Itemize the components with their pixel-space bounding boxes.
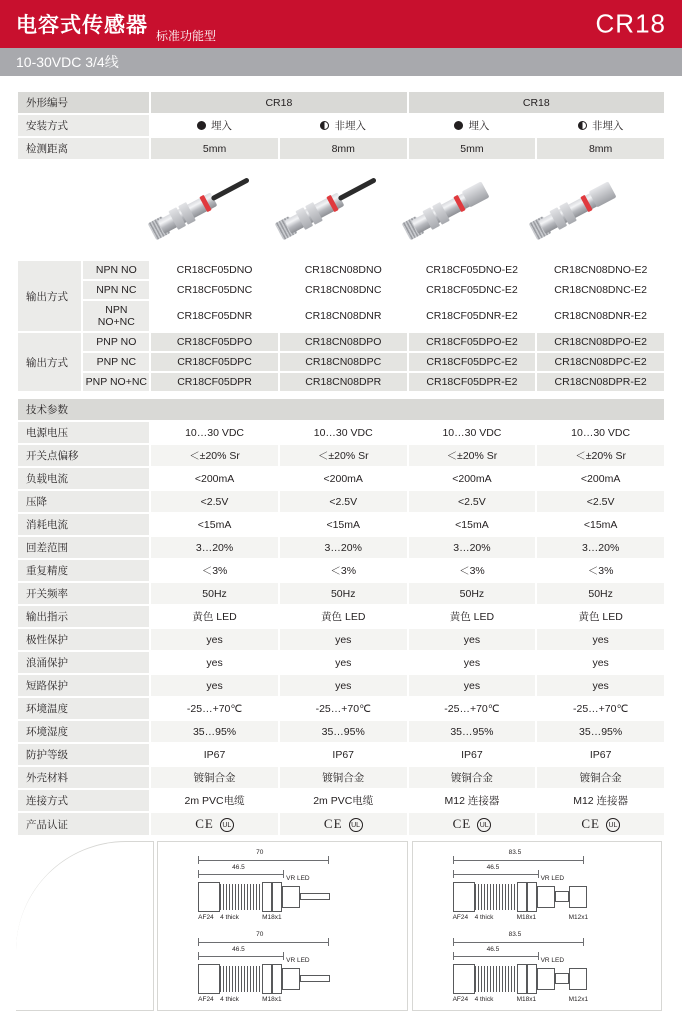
dim-tick	[328, 856, 329, 864]
dim-tick	[453, 870, 454, 878]
dimension-drawings	[16, 841, 666, 1011]
dim-total-length: 83.5	[508, 931, 522, 939]
spec-val-8-3: 黄色 LED	[536, 605, 665, 628]
cable-rect	[300, 893, 330, 900]
spec-val-12-3: -25…+70℃	[536, 697, 665, 720]
table-row	[17, 766, 665, 789]
cable-part	[337, 177, 376, 201]
ul-mark-icon: UL	[349, 818, 363, 832]
spec-val-8-0: 黄色 LED	[150, 605, 279, 628]
page-body	[0, 76, 682, 1011]
npn-nonc-3: CR18CF05DNR-E2	[408, 300, 537, 332]
spec-val-6-0: ＜3%	[150, 559, 279, 582]
curve-shape	[16, 841, 154, 1011]
spec-name-9: 极性保护	[17, 628, 150, 651]
npn-no-3: CR18CF05DNO-E2	[408, 260, 537, 280]
spec-val-10-3: yes	[536, 651, 665, 674]
spec-name-8: 输出指示	[17, 605, 150, 628]
spec-name-12: 环境温度	[17, 697, 150, 720]
spec-name-5: 回差范围	[17, 536, 150, 559]
table-row-mounting	[17, 114, 665, 137]
table-row-spec-header	[17, 398, 665, 421]
wrench-label: AF24	[198, 914, 214, 922]
dim-line-total	[453, 942, 583, 943]
sensor-face-rect	[198, 882, 220, 912]
product-photo-4	[515, 163, 640, 255]
spec-val-0-2: 10…30 VDC	[408, 421, 537, 444]
spec-val-8-1: 黄色 LED	[279, 605, 408, 628]
distance-value-2: 8mm	[279, 137, 408, 160]
spec-val-16-0: 2m PVC电缆	[150, 789, 279, 812]
table-row	[17, 280, 665, 300]
thread-hatch	[475, 966, 517, 992]
nut-rect-1	[517, 964, 527, 994]
table-row	[17, 743, 665, 766]
table-row	[17, 720, 665, 743]
spec-table	[16, 397, 666, 837]
dim-tick	[453, 856, 454, 864]
dim-line-body	[453, 874, 538, 875]
npn-nonc-2: CR18CN08DNR	[279, 300, 408, 332]
dim-tick	[328, 938, 329, 946]
table-row	[17, 789, 665, 812]
table-row-cert	[17, 812, 665, 836]
spec-val-16-1: 2m PVC电缆	[279, 789, 408, 812]
voltage-text: 10-30VDC 3/4线	[16, 54, 119, 70]
spec-val-14-2: IP67	[408, 743, 537, 766]
mounting-label: 安装方式	[17, 114, 150, 137]
ce-mark-icon: CE	[195, 816, 214, 831]
spec-section-label: 技术参数	[17, 398, 665, 421]
thread-label: M18x1	[516, 996, 537, 1004]
spec-val-5-3: 3…20%	[536, 536, 665, 559]
spec-val-4-2: <15mA	[408, 513, 537, 536]
thread-hatch	[220, 966, 262, 992]
drawing-connector-version	[412, 841, 662, 1011]
spec-val-15-3: 镀铜合金	[536, 766, 665, 789]
pnp-output-label: 输出方式	[17, 332, 82, 392]
pnp-nonc-2: CR18CN08DPR	[279, 372, 408, 392]
cert-cell-1	[150, 812, 279, 836]
thread-label: M18x1	[516, 914, 537, 922]
spec-val-6-1: ＜3%	[279, 559, 408, 582]
dim-body-length: 46.5	[232, 946, 245, 954]
shape-table	[16, 90, 666, 161]
decorative-curve-panel	[16, 841, 153, 1011]
pnp-type-1: PNP NO	[82, 332, 150, 352]
cert-cell-2	[279, 812, 408, 836]
pnp-nonc-3: CR18CF05DPR-E2	[408, 372, 537, 392]
spec-val-0-0: 10…30 VDC	[150, 421, 279, 444]
led-label: VR LED	[540, 957, 565, 965]
spec-val-1-2: ＜±20% Sr	[408, 444, 537, 467]
spec-val-15-1: 镀铜合金	[279, 766, 408, 789]
spec-name-14: 防护等级	[17, 743, 150, 766]
table-row	[17, 490, 665, 513]
table-row	[17, 605, 665, 628]
spec-val-11-3: yes	[536, 674, 665, 697]
spec-val-9-3: yes	[536, 628, 665, 651]
pnp-no-4: CR18CN08DPO-E2	[536, 332, 665, 352]
spec-val-1-3: ＜±20% Sr	[536, 444, 665, 467]
spec-val-9-0: yes	[150, 628, 279, 651]
spec-val-3-3: <2.5V	[536, 490, 665, 513]
voltage-subheader	[0, 48, 682, 76]
connector-label: M12x1	[568, 914, 589, 922]
wrench-label: AF24	[452, 996, 469, 1004]
cert-cell-4	[536, 812, 665, 836]
table-row	[17, 421, 665, 444]
product-photo-3	[388, 163, 513, 255]
npn-nonc-4: CR18CN08DNR-E2	[536, 300, 665, 332]
spec-val-9-2: yes	[408, 628, 537, 651]
spec-val-16-2: M12 连接器	[408, 789, 537, 812]
thread-hatch	[220, 884, 262, 910]
sensor-face-rect	[453, 882, 475, 912]
cert-cell-3	[408, 812, 537, 836]
spec-name-2: 负载电流	[17, 467, 150, 490]
npn-nc-3: CR18CF05DNC-E2	[408, 280, 537, 300]
spec-val-3-1: <2.5V	[279, 490, 408, 513]
spec-val-14-3: IP67	[536, 743, 665, 766]
spec-val-5-2: 3…20%	[408, 536, 537, 559]
sensor-image-cable	[270, 168, 376, 248]
spec-name-7: 开关频率	[17, 582, 150, 605]
half-circle-icon	[578, 121, 587, 130]
nut-rect-2	[527, 964, 537, 994]
thickness-label: 4 thick	[220, 996, 239, 1004]
distance-value-3: 5mm	[408, 137, 537, 160]
table-row	[17, 300, 665, 332]
ce-mark-icon: CE	[452, 816, 472, 831]
spec-name-0: 电源电压	[17, 421, 150, 444]
npn-type-2: NPN NC	[82, 280, 150, 300]
sensor-face-rect	[453, 964, 475, 994]
pnp-nc-3: CR18CF05DPC-E2	[408, 352, 537, 372]
nut-rect-2	[272, 964, 282, 994]
spec-val-10-1: yes	[279, 651, 408, 674]
led-label: VR LED	[540, 875, 565, 883]
spec-val-2-2: <200mA	[408, 467, 537, 490]
filled-circle-icon	[454, 121, 463, 130]
spec-name-1: 开关点偏移	[17, 444, 150, 467]
half-circle-icon	[320, 121, 329, 130]
pnp-no-1: CR18CF05DPO	[150, 332, 279, 352]
dim-tick	[198, 952, 199, 960]
dim-tick	[583, 938, 584, 946]
table-row	[17, 352, 665, 372]
pnp-no-2: CR18CN08DPO	[279, 332, 408, 352]
distance-label: 检测距离	[17, 137, 150, 160]
spec-val-2-3: <200mA	[536, 467, 665, 490]
dim-line-body	[198, 956, 283, 957]
pnp-nonc-1: CR18CF05DPR	[150, 372, 279, 392]
pnp-nc-4: CR18CN08DPC-E2	[536, 352, 665, 372]
spec-name-15: 外壳材料	[17, 766, 150, 789]
table-row	[17, 582, 665, 605]
page-header	[0, 0, 682, 48]
spec-val-12-1: -25…+70℃	[279, 697, 408, 720]
npn-output-label: 输出方式	[17, 260, 82, 332]
spec-val-4-3: <15mA	[536, 513, 665, 536]
spec-val-8-2: 黄色 LED	[408, 605, 537, 628]
table-row	[17, 628, 665, 651]
spec-val-11-0: yes	[150, 674, 279, 697]
page-subtitle: 标准功能型	[156, 29, 217, 43]
spec-val-6-2: ＜3%	[408, 559, 537, 582]
dim-line-body	[198, 874, 283, 875]
spec-val-11-1: yes	[279, 674, 408, 697]
spec-val-10-2: yes	[408, 651, 537, 674]
spec-name-17: 产品认证	[17, 812, 150, 836]
table-row-shape-header	[17, 91, 665, 114]
thickness-label: 4 thick	[220, 914, 239, 922]
npn-nc-2: CR18CN08DNC	[279, 280, 408, 300]
mounting-value-1: 埋入	[150, 114, 279, 137]
group-header-2: CR18	[408, 91, 665, 114]
spec-val-5-1: 3…20%	[279, 536, 408, 559]
mounting-value-2: 非埋入	[279, 114, 408, 137]
thread-hatch	[475, 884, 517, 910]
dim-total-length: 70	[256, 931, 264, 939]
cable-part	[210, 177, 249, 201]
sensor-image-connector	[397, 168, 503, 248]
table-row	[17, 467, 665, 490]
spec-name-10: 浪涌保护	[17, 651, 150, 674]
led-housing-rect	[537, 886, 555, 908]
wrench-label: AF24	[198, 996, 214, 1004]
spec-val-13-2: 35…95%	[408, 720, 537, 743]
cable-rect	[300, 975, 330, 982]
spec-val-2-0: <200mA	[150, 467, 279, 490]
nut-rect-1	[517, 882, 527, 912]
table-row	[17, 651, 665, 674]
spec-val-1-0: ＜±20% Sr	[150, 444, 279, 467]
table-row	[17, 559, 665, 582]
npn-type-1: NPN NO	[82, 260, 150, 280]
model-name: CR18	[595, 8, 666, 39]
sensor-face-rect	[198, 964, 220, 994]
nut-rect-2	[272, 882, 282, 912]
ul-mark-icon: UL	[477, 818, 491, 832]
npn-nc-4: CR18CN08DNC-E2	[536, 280, 665, 300]
spec-val-4-0: <15mA	[150, 513, 279, 536]
spec-val-12-2: -25…+70℃	[408, 697, 537, 720]
connector-label: M12x1	[568, 996, 589, 1004]
dim-tick	[198, 870, 199, 878]
table-row	[17, 332, 665, 352]
nut-rect-2	[527, 882, 537, 912]
spec-val-0-1: 10…30 VDC	[279, 421, 408, 444]
distance-value-4: 8mm	[536, 137, 665, 160]
spec-val-5-0: 3…20%	[150, 536, 279, 559]
dim-tick	[453, 938, 454, 946]
dim-line-total	[198, 942, 328, 943]
table-row	[17, 513, 665, 536]
dim-tick	[453, 952, 454, 960]
dim-line-total	[453, 860, 583, 861]
npn-no-2: CR18CN08DNO	[279, 260, 408, 280]
pnp-nonc-4: CR18CN08DPR-E2	[536, 372, 665, 392]
spec-name-16: 连接方式	[17, 789, 150, 812]
spec-val-2-1: <200mA	[279, 467, 408, 490]
dim-body-length: 46.5	[486, 864, 500, 872]
spec-val-14-1: IP67	[279, 743, 408, 766]
spec-val-9-1: yes	[279, 628, 408, 651]
dim-tick	[198, 938, 199, 946]
dim-total-length: 70	[256, 849, 264, 857]
shape-label: 外形编号	[17, 91, 150, 114]
table-row	[17, 372, 665, 392]
page-title: 电容式传感器	[16, 14, 148, 37]
dim-tick	[538, 870, 539, 878]
dim-line-total	[198, 860, 328, 861]
ce-mark-icon: CE	[581, 816, 600, 831]
m12-connector-rect	[569, 968, 587, 990]
pnp-type-3: PNP NO+NC	[82, 372, 150, 392]
nut-rect-1	[262, 964, 272, 994]
thickness-label: 4 thick	[474, 914, 494, 922]
spec-name-11: 短路保护	[17, 674, 150, 697]
led-housing-rect	[537, 968, 555, 990]
pnp-type-2: PNP NC	[82, 352, 150, 372]
dim-line-body	[453, 956, 538, 957]
spec-val-3-2: <2.5V	[408, 490, 537, 513]
spec-name-4: 消耗电流	[17, 513, 150, 536]
nut-rect-1	[262, 882, 272, 912]
led-label: VR LED	[286, 875, 310, 883]
dim-tick	[538, 952, 539, 960]
thread-label: M18x1	[262, 996, 282, 1004]
filled-circle-icon	[197, 121, 206, 130]
dim-tick	[283, 870, 284, 878]
product-photo-row	[134, 163, 666, 255]
npn-type-3: NPN NO+NC	[82, 300, 150, 332]
dim-body-length: 46.5	[232, 864, 245, 872]
spec-val-10-0: yes	[150, 651, 279, 674]
spec-val-13-3: 35…95%	[536, 720, 665, 743]
led-housing-rect	[282, 886, 300, 908]
npn-no-1: CR18CF05DNO	[150, 260, 279, 280]
npn-no-4: CR18CN08DNO-E2	[536, 260, 665, 280]
spec-val-11-2: yes	[408, 674, 537, 697]
table-row	[17, 674, 665, 697]
spec-val-7-2: 50Hz	[408, 582, 537, 605]
npn-nonc-1: CR18CF05DNR	[150, 300, 279, 332]
spec-val-6-3: ＜3%	[536, 559, 665, 582]
table-row	[17, 260, 665, 280]
spec-val-13-1: 35…95%	[279, 720, 408, 743]
pnp-nc-2: CR18CN08DPC	[279, 352, 408, 372]
dim-tick	[283, 952, 284, 960]
spec-val-15-2: 镀铜合金	[408, 766, 537, 789]
spec-name-6: 重复精度	[17, 559, 150, 582]
spec-val-3-0: <2.5V	[150, 490, 279, 513]
thread-label: M18x1	[262, 914, 282, 922]
output-table	[16, 259, 666, 393]
table-row-distance	[17, 137, 665, 160]
dim-total-length: 83.5	[508, 849, 522, 857]
spec-val-7-3: 50Hz	[536, 582, 665, 605]
table-row	[17, 697, 665, 720]
spec-val-4-1: <15mA	[279, 513, 408, 536]
table-row	[17, 444, 665, 467]
thickness-label: 4 thick	[474, 996, 494, 1004]
neck-rect	[555, 973, 569, 984]
sensor-image-cable	[143, 168, 249, 248]
dim-body-length: 46.5	[486, 946, 500, 954]
spec-val-7-1: 50Hz	[279, 582, 408, 605]
table-row	[17, 536, 665, 559]
ce-mark-icon: CE	[323, 816, 343, 831]
mounting-value-3: 埋入	[408, 114, 537, 137]
dim-tick	[198, 856, 199, 864]
spec-val-16-3: M12 连接器	[536, 789, 665, 812]
npn-nc-1: CR18CF05DNC	[150, 280, 279, 300]
pnp-nc-1: CR18CF05DPC	[150, 352, 279, 372]
spec-val-12-0: -25…+70℃	[150, 697, 279, 720]
neck-rect	[555, 891, 569, 902]
sensor-image-connector	[524, 168, 630, 248]
spec-val-0-3: 10…30 VDC	[536, 421, 665, 444]
drawing-cable-version	[157, 841, 407, 1011]
dim-tick	[583, 856, 584, 864]
spec-val-7-0: 50Hz	[150, 582, 279, 605]
pnp-no-3: CR18CF05DPO-E2	[408, 332, 537, 352]
spec-val-1-1: ＜±20% Sr	[279, 444, 408, 467]
spec-val-14-0: IP67	[150, 743, 279, 766]
led-label: VR LED	[286, 957, 310, 965]
ul-mark-icon: UL	[220, 818, 234, 832]
mounting-value-4: 非埋入	[536, 114, 665, 137]
distance-value-1: 5mm	[150, 137, 279, 160]
spec-name-3: 压降	[17, 490, 150, 513]
product-photo-1	[134, 163, 259, 255]
m12-connector-rect	[569, 886, 587, 908]
spec-name-13: 环境湿度	[17, 720, 150, 743]
spec-val-13-0: 35…95%	[150, 720, 279, 743]
ul-mark-icon: UL	[606, 818, 620, 832]
product-photo-2	[261, 163, 386, 255]
led-housing-rect	[282, 968, 300, 990]
spec-val-15-0: 镀铜合金	[150, 766, 279, 789]
wrench-label: AF24	[452, 914, 469, 922]
group-header-1: CR18	[150, 91, 407, 114]
